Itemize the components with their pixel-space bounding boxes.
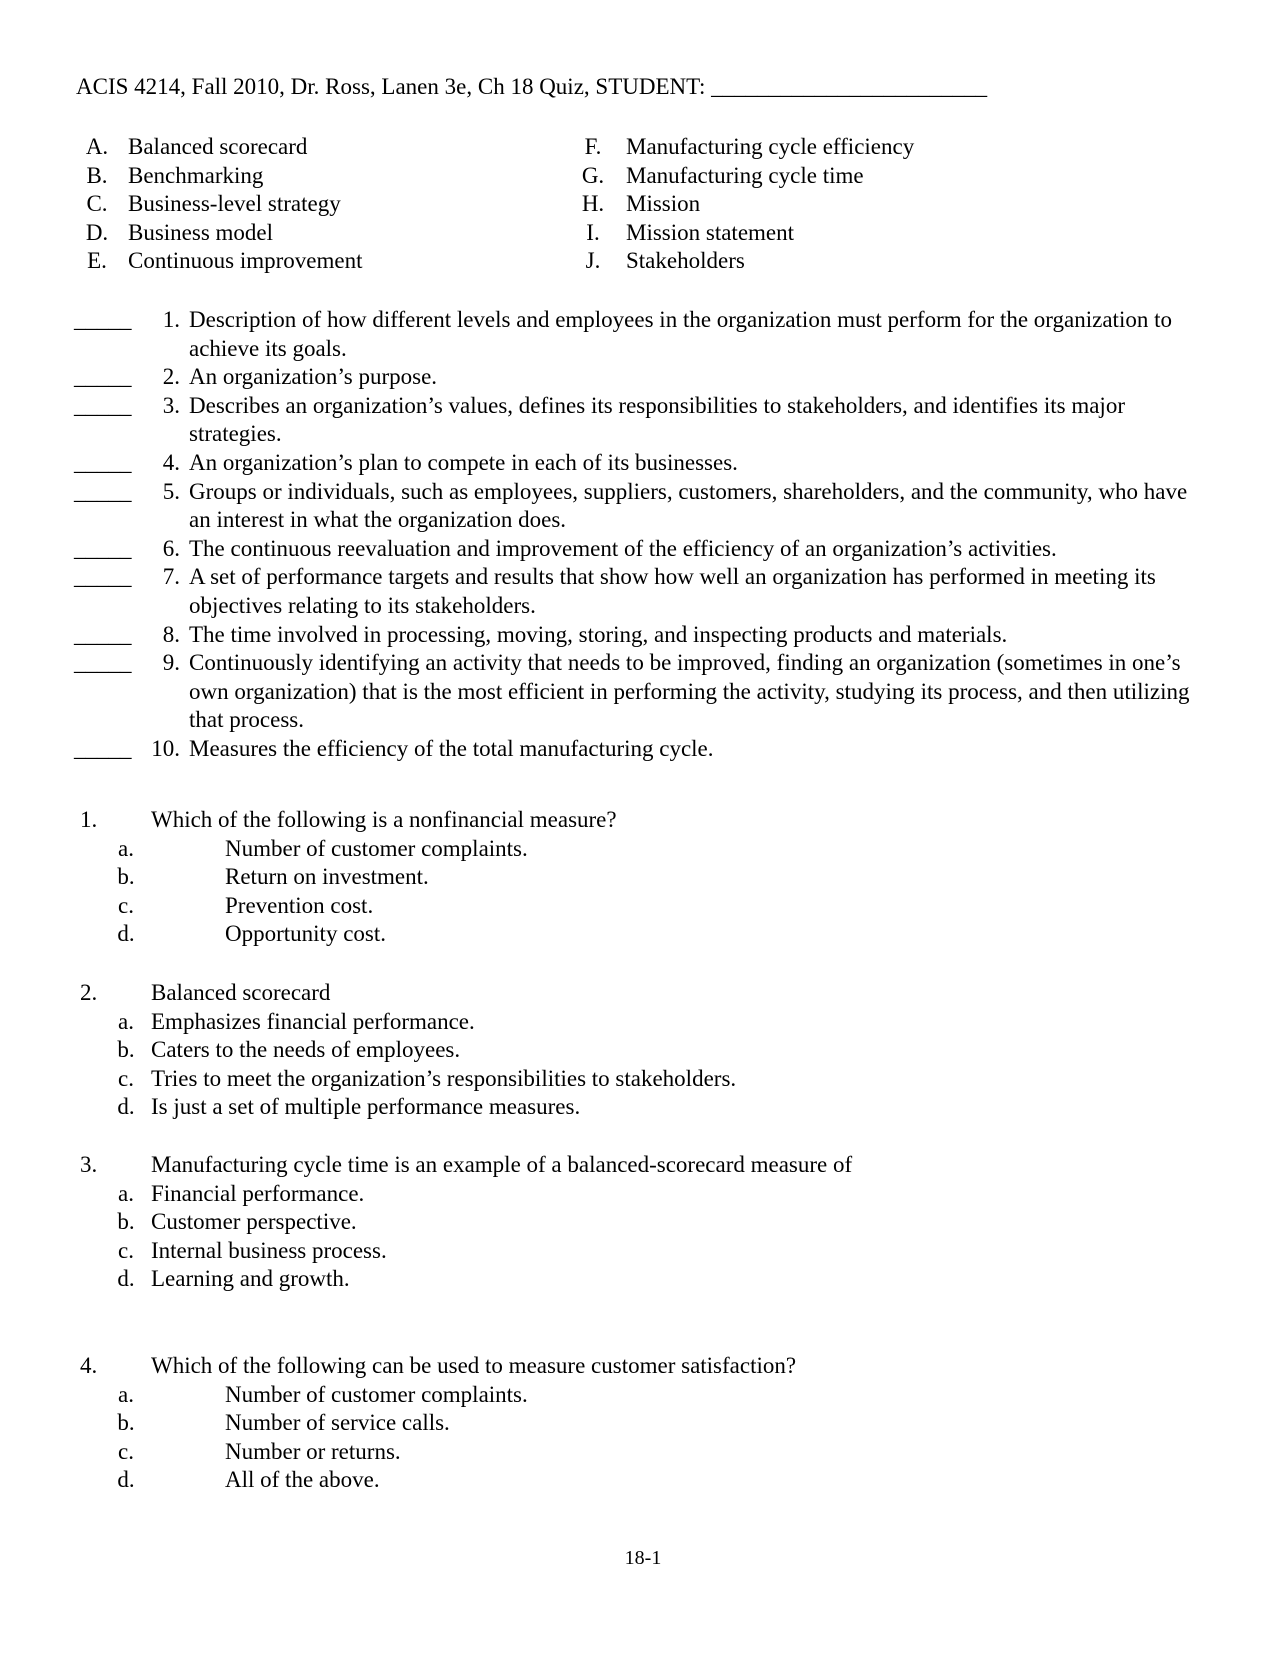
matching-item: _____ 2. An organization’s purpose.	[74, 363, 1214, 392]
matching-item: _____ 9. Continuously identifying an activity that needs to be improved, finding an organization (sometimes in one’s own organization) that is the most efficient in performing the activity, studying its process, and then utilizing that process.	[74, 650, 1190, 733]
term-f: F. Manufacturing cycle efficiency	[584, 134, 915, 159]
answer-option[interactable]: b. Caters to the needs of employees.	[117, 1037, 461, 1063]
term-c: C. Business-level strategy	[86, 191, 341, 217]
answer-blank[interactable]: _____	[74, 449, 132, 475]
question-4	[80, 1352, 1180, 1495]
page-number: 18-1	[624, 1547, 662, 1569]
term-e: E. Continuous improvement	[87, 248, 363, 274]
answer-option[interactable]: b. Number of service calls.	[117, 1410, 450, 1436]
answer-option[interactable]: c. Prevention cost.	[118, 892, 374, 918]
question-number: 2.	[80, 980, 98, 1005]
matching-item: _____ 3. Describes an organization’s values, defines its responsibilities to stakeholders, and identifies its major strategies.	[74, 392, 1125, 447]
term-i: I. Mission statement	[586, 219, 795, 245]
answer-blank[interactable]: _____	[74, 478, 132, 504]
answer-option[interactable]: c. Tries to meet the organization’s responsibilities to stakeholders.	[118, 1065, 737, 1091]
question-text: Manufacturing cycle time is an example of a balanced-scorecard measure of	[151, 1152, 853, 1177]
question-1	[80, 806, 1180, 949]
answer-option[interactable]: a. Financial performance.	[118, 1180, 365, 1206]
terms-list-left	[73, 133, 362, 276]
answer-blank[interactable]: _____	[74, 307, 132, 332]
answer-option[interactable]: b. Return on investment.	[117, 864, 429, 890]
answer-blank[interactable]: _____	[74, 735, 132, 761]
answer-option[interactable]: a. Number of customer complaints.	[118, 1381, 528, 1407]
term-b: B. Benchmarking	[86, 162, 264, 188]
term-j: J. Stakeholders	[585, 248, 745, 274]
question-text: Balanced scorecard	[151, 980, 331, 1005]
matching-item: _____ 4. An organization’s plan to compete in each of its businesses.	[74, 449, 1214, 478]
matching-item: _____ 1. Description of how different levels and employees in the organization must perform for the organization to achieve its goals.	[74, 307, 1172, 361]
question-3	[80, 1151, 1180, 1294]
question-2	[80, 979, 1180, 1122]
matching-item: _____ 5. Groups or individuals, such as employees, suppliers, customers, shareholders, and the community, who have an interest in what the organization does.	[74, 478, 1188, 533]
matching-section	[74, 306, 1214, 764]
term-d: D. Business model	[85, 219, 274, 245]
answer-option[interactable]: d. All of the above.	[117, 1467, 380, 1493]
answer-blank[interactable]: _____	[74, 364, 132, 390]
terms-list-right	[569, 133, 914, 276]
matching-item: _____ 6. The continuous reevaluation and improvement of the efficiency of an organization’s activities.	[74, 535, 1214, 564]
matching-item: _____ 10. Measures the efficiency of the total manufacturing cycle.	[74, 735, 1214, 764]
question-number: 4.	[80, 1353, 98, 1378]
term-a: A. Balanced scorecard	[85, 134, 308, 159]
term-g: G. Manufacturing cycle time	[581, 162, 864, 188]
matching-item: _____ 8. The time involved in processing, moving, storing, and inspecting products and materials.	[74, 621, 1214, 650]
question-text: Which of the following can be used to measure customer satisfaction?	[151, 1353, 797, 1378]
answer-option[interactable]: c. Number or returns.	[118, 1438, 401, 1464]
answer-option[interactable]: a. Emphasizes financial performance.	[118, 1008, 475, 1034]
answer-option[interactable]: d. Is just a set of multiple performance measures.	[117, 1094, 581, 1120]
page-header: ACIS 4214, Fall 2010, Dr. Ross, Lanen 3e, Ch 18 Quiz, STUDENT: ________________________	[76, 74, 988, 99]
answer-blank[interactable]: _____	[74, 650, 132, 676]
answer-blank[interactable]: _____	[74, 392, 132, 418]
question-text: Which of the following is a nonfinancial measure?	[151, 807, 617, 832]
term-h: H. Mission	[581, 191, 701, 217]
question-number: 3.	[80, 1152, 98, 1177]
answer-option[interactable]: c. Internal business process.	[118, 1237, 387, 1263]
answer-blank[interactable]: _____	[74, 564, 132, 590]
question-number: 1.	[80, 807, 98, 832]
answer-blank[interactable]: _____	[74, 621, 132, 647]
answer-option[interactable]: d. Learning and growth.	[117, 1266, 350, 1292]
matching-item: _____ 7. A set of performance targets and results that show how well an organization has performed in meeting its objectives relating to its stakeholders.	[74, 564, 1156, 618]
answer-option[interactable]: a. Number of customer complaints.	[118, 835, 528, 861]
answer-option[interactable]: b. Customer perspective.	[117, 1209, 357, 1235]
answer-blank[interactable]: _____	[74, 535, 132, 561]
answer-option[interactable]: d. Opportunity cost.	[117, 921, 386, 947]
